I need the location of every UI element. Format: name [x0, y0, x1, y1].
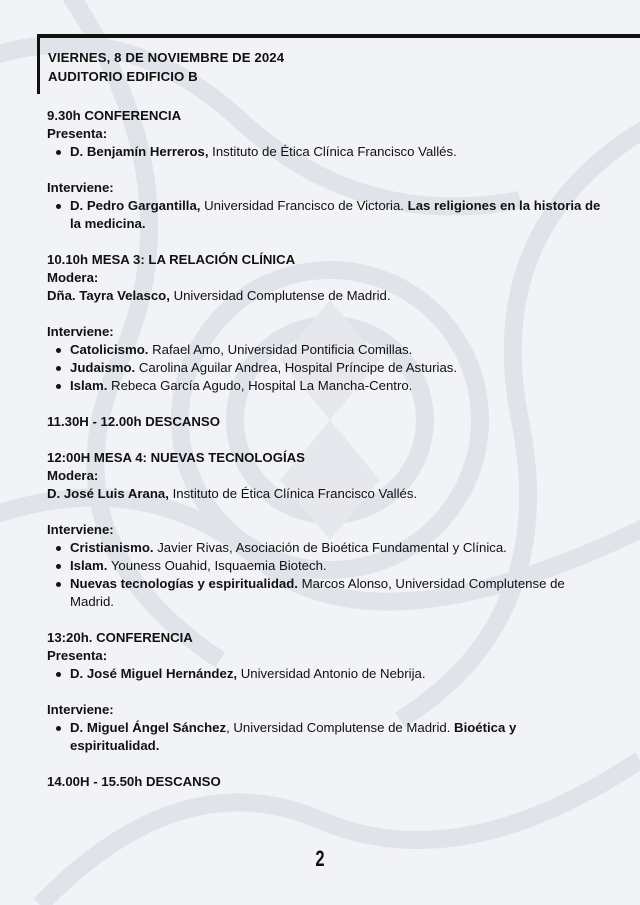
- modera-label: Modera:: [47, 270, 99, 285]
- speaker-affiliation: Universidad Francisco de Victoria.: [200, 198, 408, 213]
- session-title: 9.30h CONFERENCIA: [47, 108, 182, 123]
- break-1: 11.30H - 12.00h DESCANSO: [47, 414, 220, 429]
- talk-topic: Islam.: [70, 558, 108, 573]
- session-title: 13:20h. CONFERENCIA: [47, 630, 193, 645]
- speaker-details: Youness Ouahid, Isquaemia Biotech.: [107, 558, 327, 573]
- talk-title: Bioética y espiritualidad.: [70, 720, 517, 753]
- session-title: 12:00H MESA 4: NUEVAS TECNOLOGÍAS: [47, 450, 305, 465]
- interviene-label: Interviene:: [47, 324, 114, 339]
- session-conference-1: [47, 107, 607, 161]
- list-item: [70, 341, 607, 359]
- speaker-name: D. Pedro Gargantilla,: [70, 198, 201, 213]
- speaker-name: D. José Miguel Hernández,: [70, 666, 238, 681]
- speaker-list: [47, 197, 607, 233]
- presenter-list: [47, 665, 607, 683]
- session-title: 10.10h MESA 3: LA RELACIÓN CLÍNICA: [47, 252, 296, 267]
- speaker-name: D. Miguel Ángel Sánchez: [70, 720, 227, 735]
- program-content: [47, 107, 607, 809]
- talk-topic: Nuevas tecnologías y espiritualidad.: [70, 576, 298, 591]
- speaker-list: [47, 539, 607, 611]
- moderator-affiliation: Instituto de Ética Clínica Francisco Vallés.: [168, 486, 418, 501]
- list-item: [70, 575, 607, 611]
- talk-topic: Cristianismo.: [70, 540, 154, 555]
- speaker-affiliation: , Universidad Complutense de Madrid.: [226, 720, 455, 735]
- list-item: [70, 143, 607, 161]
- moderator-name: D. José Luis Arana,: [47, 486, 169, 501]
- moderator: [47, 485, 607, 503]
- conference-1-speakers: [47, 179, 607, 233]
- speaker-details: Rebeca García Agudo, Hospital La Mancha-Centro.: [107, 378, 413, 393]
- speaker-list: [47, 719, 607, 755]
- modera-label: Modera:: [47, 468, 99, 483]
- talk-topic: Catolicismo.: [70, 342, 149, 357]
- interviene-label: Interviene:: [47, 180, 114, 195]
- speaker-name: D. Benjamín Herreros,: [70, 144, 209, 159]
- talk-topic: Judaismo.: [70, 360, 136, 375]
- list-item: [70, 539, 607, 557]
- moderator-affiliation: Universidad Complutense de Madrid.: [169, 288, 391, 303]
- session-venue: AUDITORIO EDIFICIO B: [48, 69, 198, 84]
- session-mesa-4: [47, 449, 607, 503]
- session-conference-2: [47, 629, 607, 683]
- presenter-list: [47, 143, 607, 161]
- speaker-details: Rafael Amo, Universidad Pontificia Comillas.: [148, 342, 413, 357]
- talk-topic: Islam.: [70, 378, 108, 393]
- talk-title: Las religiones en la historia de la medicina.: [70, 198, 601, 231]
- speaker-details: Javier Rivas, Asociación de Bioética Fundamental y Clínica.: [153, 540, 507, 555]
- speaker-list: [47, 341, 607, 395]
- break-2: 14.00H - 15.50h DESCANSO: [47, 774, 221, 789]
- speaker-affiliation: Universidad Antonio de Nebrija.: [237, 666, 426, 681]
- page-number: 2: [315, 846, 325, 871]
- moderator: [47, 287, 607, 305]
- moderator-name: Dña. Tayra Velasco,: [47, 288, 170, 303]
- presenta-label: Presenta:: [47, 648, 108, 663]
- speaker-details: Carolina Aguilar Andrea, Hospital Príncipe de Asturias.: [135, 360, 458, 375]
- mesa-4-speakers: [47, 521, 607, 611]
- interviene-label: Interviene:: [47, 522, 114, 537]
- list-item: [70, 665, 607, 683]
- presenta-label: Presenta:: [47, 126, 108, 141]
- list-item: [70, 197, 607, 233]
- list-item: [70, 557, 607, 575]
- session-mesa-3: [47, 251, 607, 305]
- list-item: [70, 377, 607, 395]
- speaker-affiliation: Instituto de Ética Clínica Francisco Vallés.: [208, 144, 457, 159]
- list-item: [70, 719, 607, 755]
- speaker-details: Marcos Alonso, Universidad Complutense de Madrid.: [70, 576, 565, 609]
- conference-2-speakers: [47, 701, 607, 755]
- interviene-label: Interviene:: [47, 702, 114, 717]
- session-header: [48, 48, 284, 86]
- session-date: VIERNES, 8 DE NOVIEMBRE DE 2024: [48, 50, 285, 65]
- mesa-3-speakers: [47, 323, 607, 395]
- list-item: [70, 359, 607, 377]
